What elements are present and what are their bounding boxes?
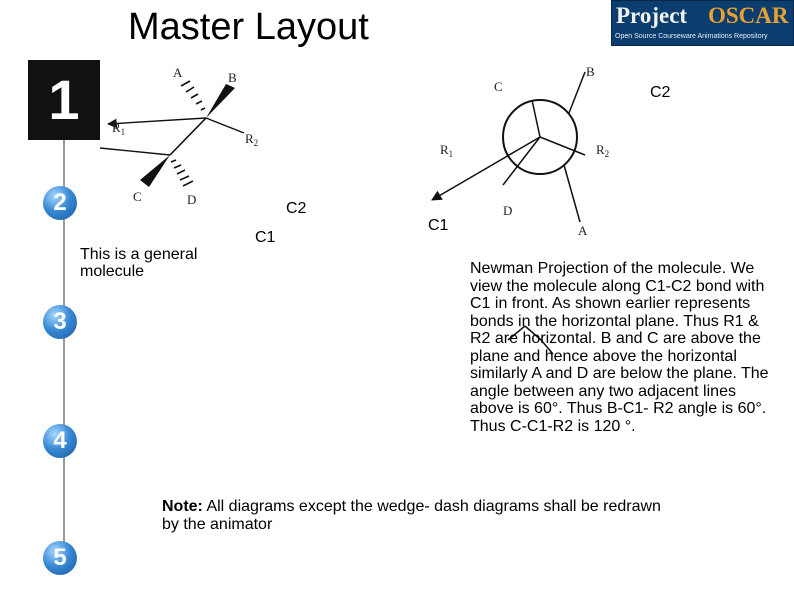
- rear-bond-b: [569, 72, 585, 113]
- page-title: Master Layout: [128, 6, 369, 48]
- atom-label-r2: $R_2$: [245, 131, 259, 148]
- dashed-bond-d: [171, 160, 193, 186]
- c1-c2-bond: [170, 118, 206, 155]
- logo-word-oscar: OSCAR: [708, 3, 789, 28]
- wedge-bond-c: [140, 155, 170, 187]
- front-bond-r2: [540, 137, 585, 155]
- wedge-bond-b: [206, 84, 235, 118]
- step-2-marker: 2: [43, 186, 77, 220]
- dashed-bond-a: [181, 81, 205, 110]
- newman-atom-label-r1: $R_1$: [440, 142, 454, 159]
- wedge-description: This is a general molecule: [80, 246, 198, 280]
- atom-label-r1: $R_1$: [112, 120, 126, 137]
- atom-label-a: A: [173, 65, 183, 80]
- atom-label-c: C: [133, 189, 142, 204]
- note-prefix: Note:: [162, 498, 203, 515]
- newman-atom-label-d: D: [503, 203, 513, 218]
- rear-bond-a: [564, 165, 580, 222]
- newman-c1-label: C1: [428, 217, 449, 234]
- newman-atom-label-r2: $R_2$: [596, 142, 610, 159]
- newman-c2-label: C2: [650, 84, 671, 101]
- newman-atom-label-b: B: [586, 64, 595, 79]
- front-bond-d: [503, 137, 540, 185]
- newman-projection: [432, 72, 585, 222]
- newman-atom-label-c: C: [494, 79, 503, 94]
- note-text: All diagrams except the wedge- dash diagrams shall be redrawn by the animator: [162, 498, 661, 533]
- wedge-c2-label: C2: [286, 200, 307, 217]
- animator-note: [162, 498, 682, 534]
- step-4-marker: 4: [43, 424, 77, 458]
- step-5-marker: 5: [43, 541, 77, 575]
- atom-label-b: B: [228, 70, 237, 85]
- bond-r2: [206, 118, 244, 133]
- front-bond-c: [532, 100, 540, 137]
- atom-label-d: D: [187, 192, 197, 207]
- logo-tagline: Open Source Courseware Animations Repository: [615, 33, 768, 40]
- newman-description: Newman Projection of the molecule. We view the molecule along C1-C2 bond with C1 in front. As shown earlier represents bonds in the horizontal plane. Thus R1 & R2 are horizontal. B and C are above the plane and hence above the horizontal similarly A and D are below the plane. The angle between any two adjacent lines above is 60°. Thus B-C1- R2 angle is 60°. Thus C-C1-R2 is 120 °.: [470, 260, 769, 435]
- step-3-marker: 3: [43, 305, 77, 339]
- step-1-marker: 1: [28, 60, 100, 140]
- newman-atom-label-a: A: [578, 223, 588, 238]
- bond-c-left: [100, 148, 170, 155]
- logo-word-project: Project: [616, 3, 688, 28]
- wedge-c1-label: C1: [255, 229, 276, 246]
